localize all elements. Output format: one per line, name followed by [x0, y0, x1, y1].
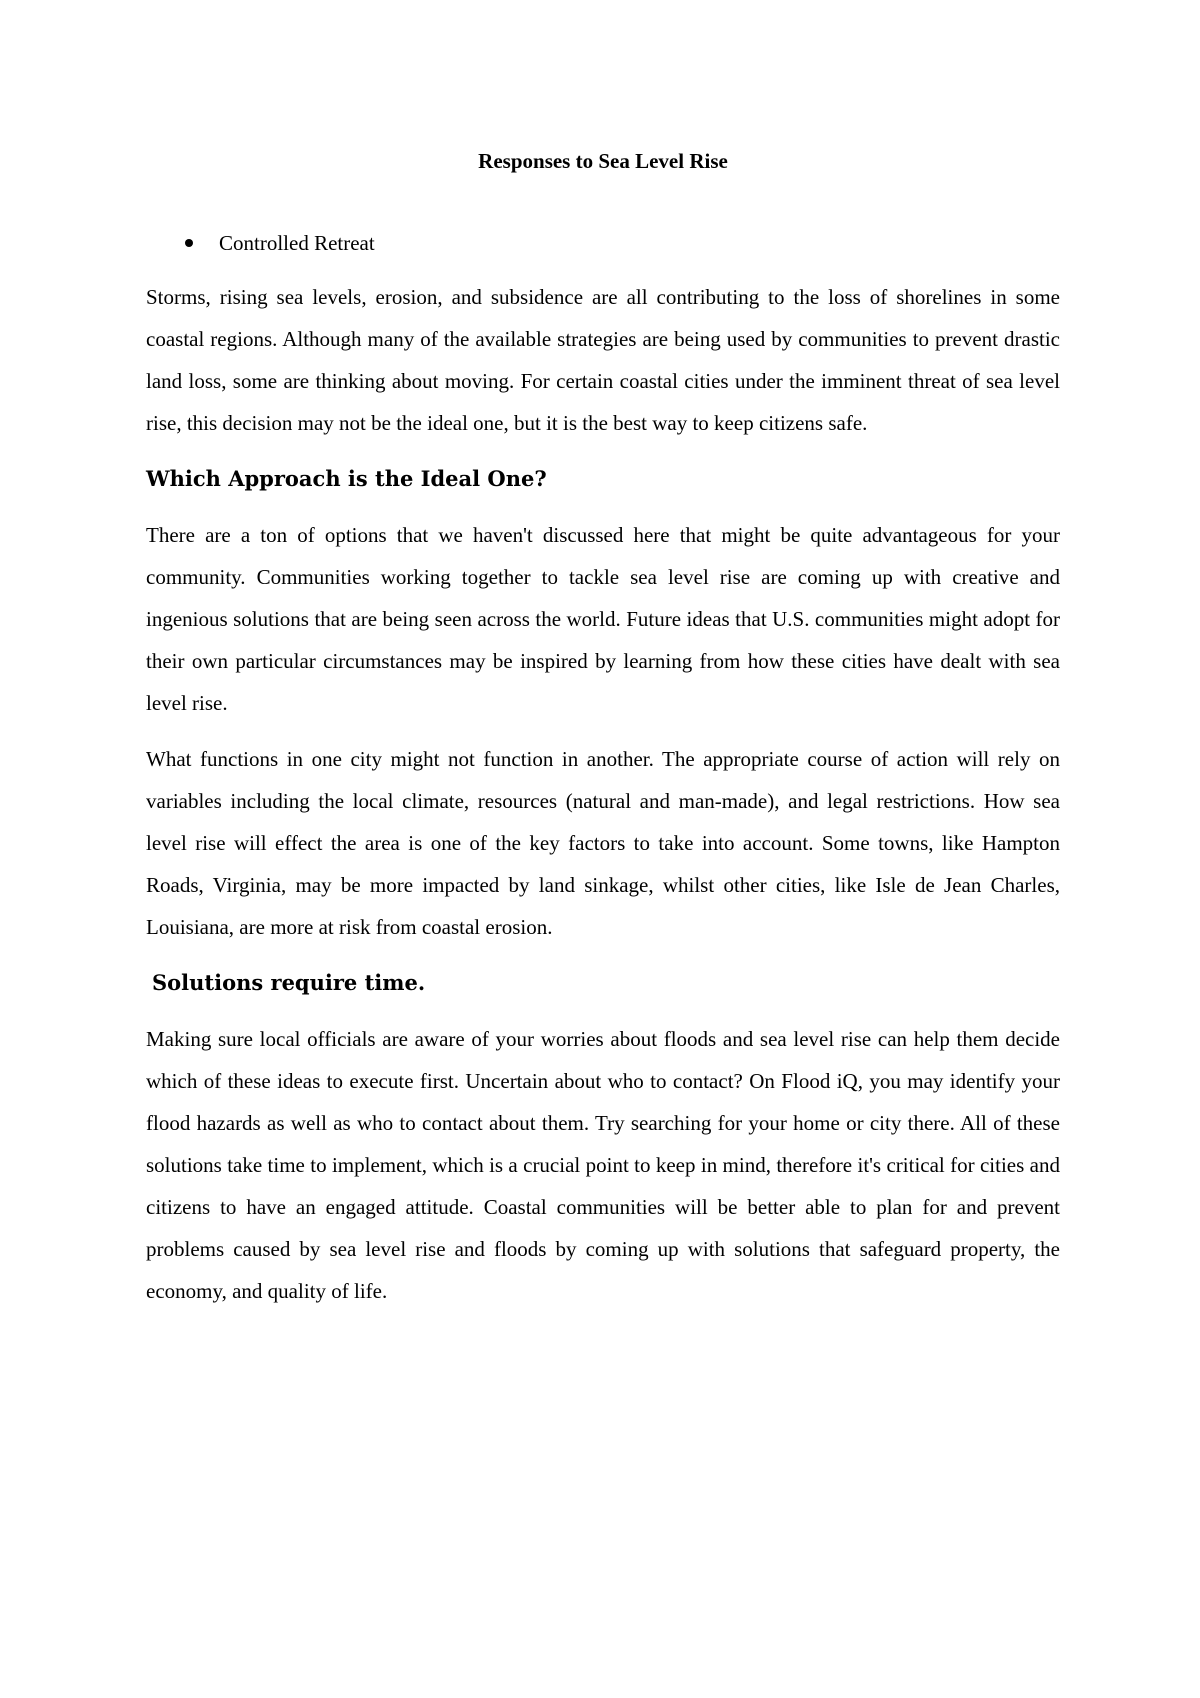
- paragraph-options: There are a ton of options that we haven't discussed here that might be quite advantageous for your community. Communities working together to tackle sea level rise are coming up with creative and ingenious solutions that are being seen across the world. Future ideas that U.S. communities might adopt for their own particular circumstances may be inspired by learning from how these cities have dealt with sea level rise.: [146, 523, 1060, 715]
- document-title: Responses to Sea Level Rise: [478, 149, 728, 173]
- bullet-dot-icon: [185, 239, 193, 247]
- heading-solutions-time: Solutions require time.: [152, 970, 426, 995]
- bullet-item-label: Controlled Retreat: [219, 231, 375, 255]
- document-content: [146, 140, 1060, 1326]
- heading-ideal-approach: Which Approach is the Ideal One?: [146, 466, 547, 491]
- paragraph-local-officials: Making sure local officials are aware of your worries about floods and sea level rise can help them decide which of these ideas to execute first. Uncertain about who to contact? On Flood iQ, you may identify your flood hazards as well as who to contact about them. Try searching for your home or city there. All of these solutions take time to implement, which is a crucial point to keep in mind, therefore it's critical for cities and citizens to have an engaged attitude. Coastal communities will be better able to plan for and prevent problems caused by sea level rise and floods by coming up with solutions that safeguard property, the economy, and quality of life.: [146, 1027, 1060, 1303]
- paragraph-controlled-retreat: Storms, rising sea levels, erosion, and subsidence are all contributing to the loss of shorelines in some coastal regions. Although many of the available strategies are being used by communities to prevent drastic land loss, some are thinking about moving. For certain coastal cities under the imminent threat of sea level rise, this decision may not be the ideal one, but it is the best way to keep citizens safe.: [146, 285, 1060, 435]
- bullet-item: [146, 222, 1060, 264]
- paragraph-local-factors: What functions in one city might not function in another. The appropriate course of action will rely on variables including the local climate, resources (natural and man-made), and legal restrictions. How sea level rise will effect the area is one of the key factors to take into account. Some towns, like Hampton Roads, Virginia, may be more impacted by land sinkage, whilst other cities, like Isle de Jean Charles, Louisiana, are more at risk from coastal erosion.: [146, 747, 1060, 939]
